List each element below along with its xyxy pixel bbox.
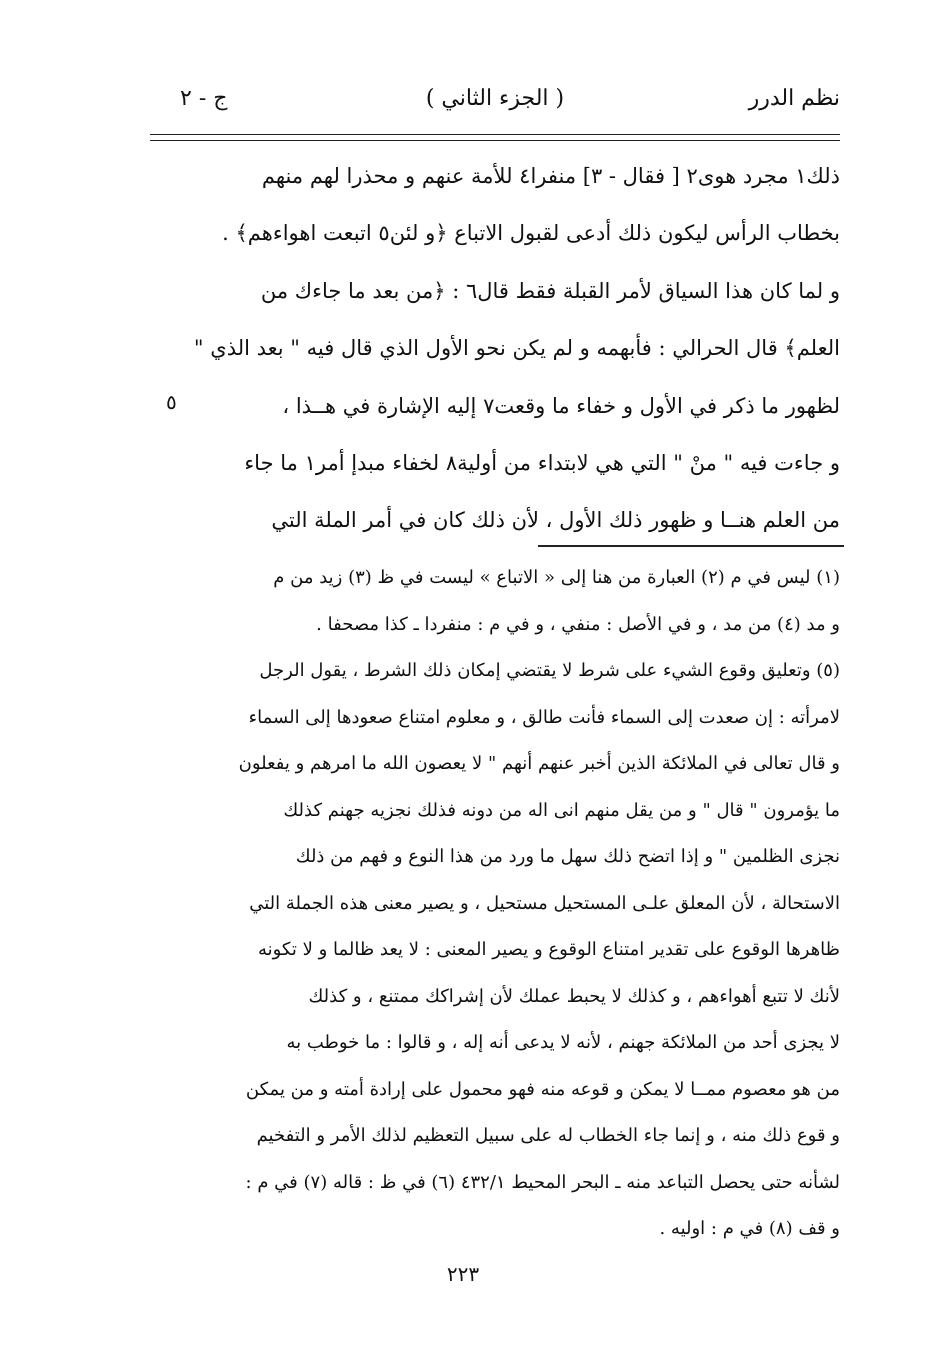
footnote-line: و قال تعالى في الملائكة الذين أخبر عنهم أنهم " لا يعصون الله ما امرهم و يفعلون: [238, 753, 840, 774]
text-line: و جاءت فيه " منْ " التي هي لابتداء من أولية٨ لخفاء مبدإ أمر١ ما جاء: [244, 450, 840, 475]
running-header: [150, 82, 840, 126]
main-text: [188, 148, 840, 550]
text-line: بخطاب الرأس ليكون ذلك أدعى لقبول الاتباع ﴿و لئن٥ اتبعت اهواءهم﴾ .: [222, 221, 840, 246]
header-rule-top: [150, 134, 840, 135]
text-line: و لما كان هذا السياق لأمر القبلة فقط قال٦ : ﴿من بعد ما جاءك من: [260, 278, 840, 303]
footnote-line: (٥) وتعليق وقوع الشيء على شرط لا يقتضي إمكان ذلك الشرط ، يقول الرجل: [259, 660, 840, 681]
footnote-line: و مد (٤) من مد ، و في الأصل : منفي ، و في م : منفردا ـ كذا مصحفا .: [316, 613, 840, 635]
footnote-line: من هو معصوم ممــا لا يمكن و قوعه منه فهو محمول على إرادة أمته و من يمكن: [245, 1078, 840, 1100]
footnote-line: الاستحالة ، لأن المعلق علـى المستحيل مستحيل ، و يصير معنى هذه الجملة التي: [249, 892, 840, 914]
volume-number: ج - ٢: [180, 86, 228, 111]
footnote-line: ما يؤمرون " قال " و من يقل منهم انى اله من دونه فذلك نجزيه جهنم كذلك: [283, 799, 840, 821]
footnote-line: ظاهرها الوقوع على تقدير امتناع الوقوع و يصير المعنى : لا يعد ظالما و لا تكونه: [257, 939, 840, 960]
footnotes: [188, 555, 840, 1253]
text-line: لظهور ما ذكر في الأول و خفاء ما وقعت٧ إليه الإشارة في هــذا ،: [282, 393, 840, 418]
footnote-line: و قف (٨) في م : اوليه .: [659, 1218, 840, 1239]
text-line: من العلم هنــا و ظهور ذلك الأول ، لأن ذلك كان في أمر الملة التي: [271, 508, 840, 533]
footnote-separator: [538, 545, 844, 547]
header-rule-bottom: [150, 140, 840, 141]
page-number: ٢٢٣: [446, 1262, 480, 1286]
line-marker: ٥: [166, 390, 177, 414]
book-title: نظم الدرر: [748, 86, 840, 111]
footnote-line: لأنك لا تتبع أهواءهم ، و كذلك لا يحبط عملك لأن إشراكك ممتنع ، و كذلك: [308, 985, 840, 1007]
footnote-line: نجزى الظلمين " و إذا اتضح ذلك سهل ما ورد من هذا النوع و فهم من ذلك: [295, 846, 840, 867]
footnote-line: (١) ليس في م (٢) العبارة من هنا إلى « الاتباع » ليست في ظ (٣) زيد من م: [273, 567, 840, 588]
text-line: العلم﴾ قال الحرالي : فأبهمه و لم يكن نحو الأول الذي قال فيه " بعد الذي ": [193, 336, 840, 361]
footnote-line: لامرأته : إن صعدت إلى السماء فأنت طالق ، و معلوم امتناع صعودها إلى السماء: [248, 706, 840, 728]
volume-label: ( الجزء الثاني ): [425, 86, 565, 111]
footnote-line: لا يجزى أحد من الملائكة جهنم ، لأنه لا يدعى أنه إله ، و قالوا : ما خوطب به: [286, 1032, 840, 1053]
text-line: ذلك١ مجرد هوى٢ [ فقال - ٣] منفرا٤ للأمة عنهم و محذرا لهم منهم: [261, 164, 840, 188]
footnote-line: لشأنه حتى يحصل التباعد منه ـ البحر المحيط ٤٣٢/١ (٦) في ظ : قاله (٧) في م :: [245, 1171, 840, 1193]
footnote-line: و قوع ذلك منه ، و إنما جاء الخطاب له على سبيل التعظيم لذلك الأمر و التفخيم: [256, 1125, 840, 1146]
